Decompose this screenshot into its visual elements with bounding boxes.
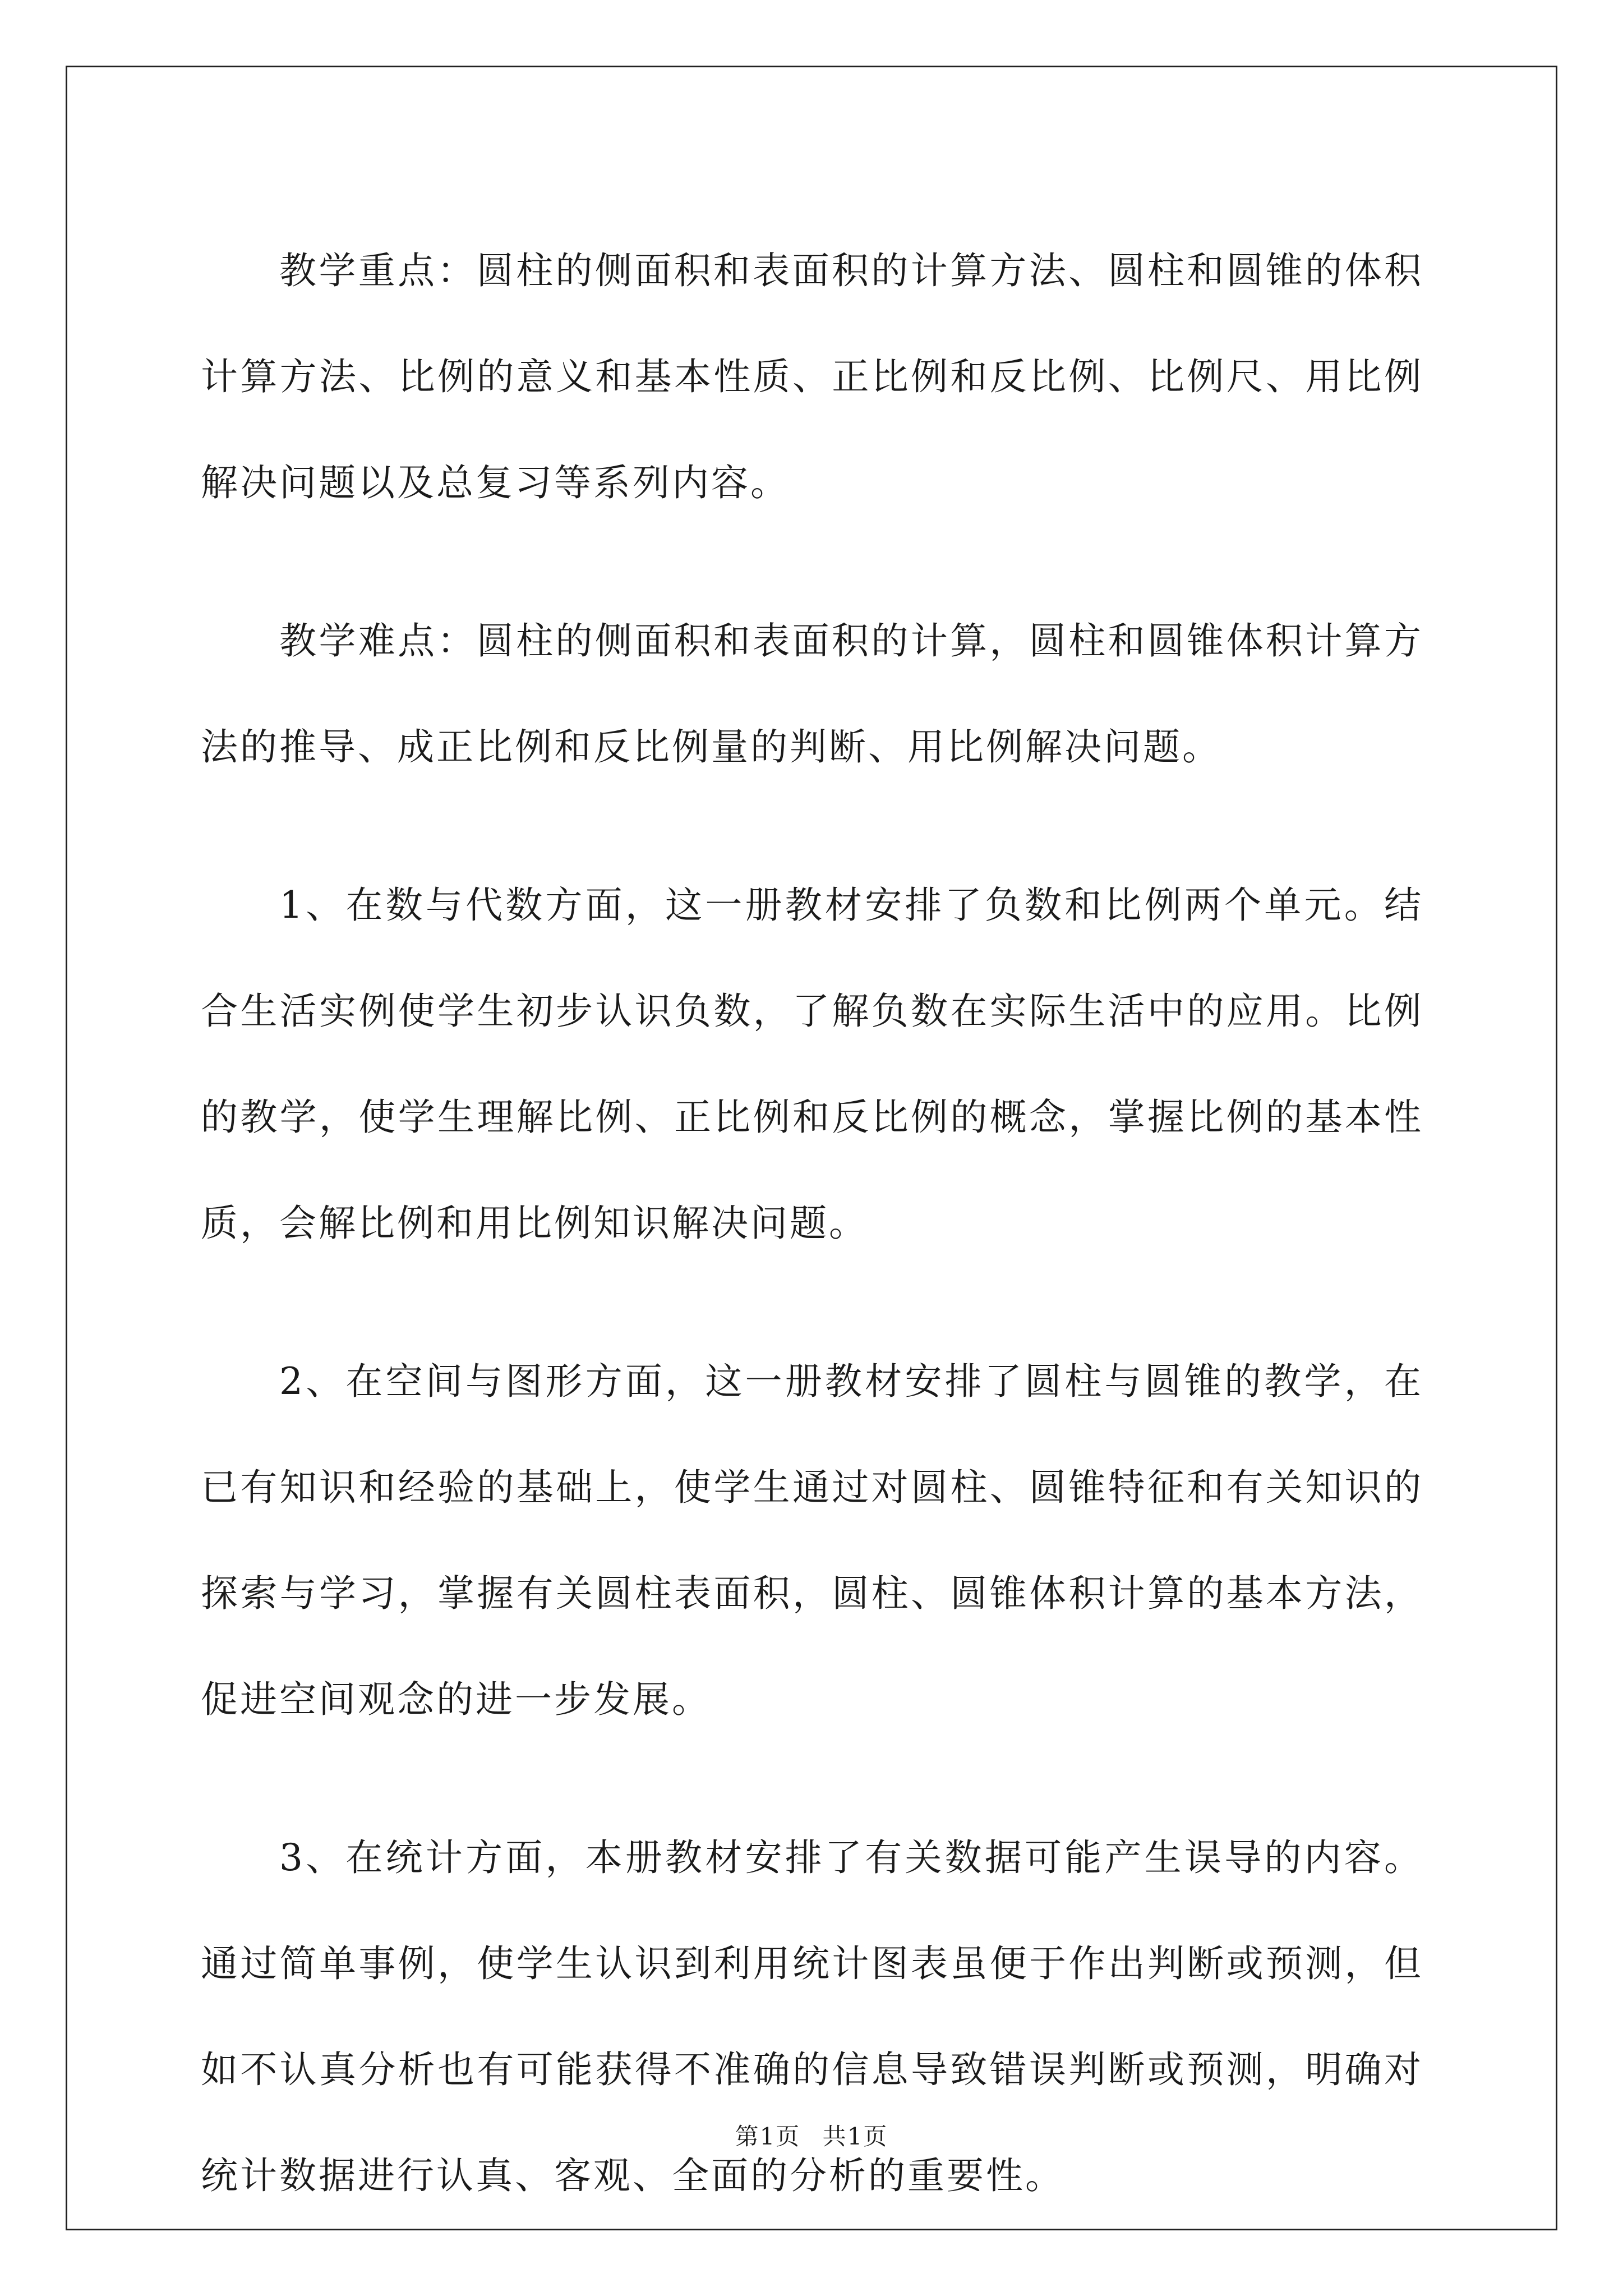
page-footer [0, 2120, 1623, 2154]
paragraph-numbers-algebra: 1、在数与代数方面，这一册教材安排了负数和比例两个单元。结合生活实例使学生初步认识负数，了解负数在实际生活中的应用。比例的教学，使学生理解比例、正比例和反比例的概念，掌握比例的基本性质，会解比例和用比例知识解决问题。 [201, 884, 1423, 1245]
paragraph-teaching-difficulty: 教学难点：圆柱的侧面积和表面积的计算，圆柱和圆锥体积计算方法的推导、成正比例和反比例量的判断、用比例解决问题。 [201, 619, 1423, 769]
page-total: 共1页 [822, 2123, 888, 2150]
page-number: 第1页 [735, 2123, 801, 2150]
paragraph-statistics: 3、在统计方面，本册教材安排了有关数据可能产生误导的内容。通过简单事例，使学生认识到利用统计图表虽便于作出判断或预测，但如不认真分析也有可能获得不准确的信息导致错误判断或预测，明确对统计数据进行认真、客观、全面的分析的重要性。 [201, 1836, 1423, 2197]
paragraph-teaching-focus: 教学重点：圆柱的侧面积和表面积的计算方法、圆柱和圆锥的体积计算方法、比例的意义和基本性质、正比例和反比例、比例尺、用比例解决问题以及总复习等系列内容。 [201, 249, 1423, 504]
paragraph-space-geometry: 2、在空间与图形方面，这一册教材安排了圆柱与圆锥的教学，在已有知识和经验的基础上，使学生通过对圆柱、圆锥特征和有关知识的探索与学习，掌握有关圆柱表面积，圆柱、圆锥体积计算的基本方法，促进空间观念的进一步发展。 [201, 1360, 1423, 1721]
document-body [201, 218, 1423, 2281]
